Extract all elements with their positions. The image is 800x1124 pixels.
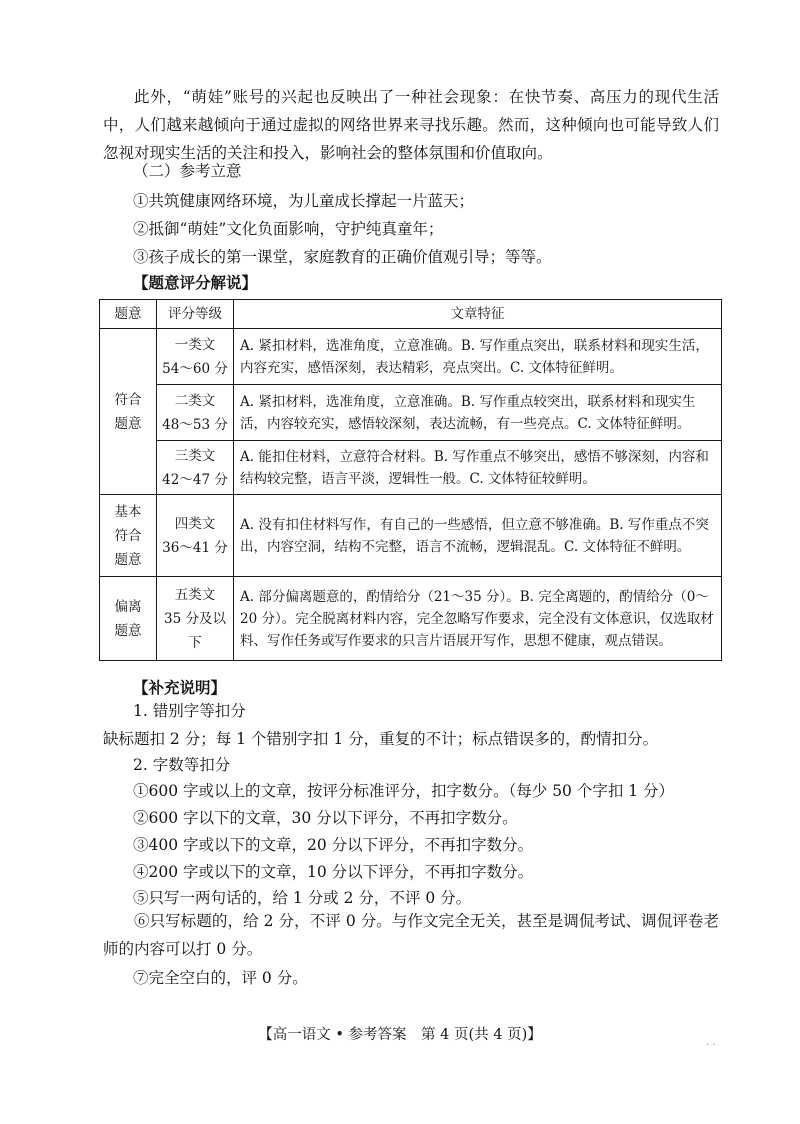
- supplement-heading: 【补充说明】: [133, 678, 227, 697]
- header-category: 题意: [100, 300, 157, 329]
- word-count-rule-5: ⑤只写一两句话的，给 1 分或 2 分，不评 0 分。: [133, 889, 472, 907]
- rubric-row-grade-5: [100, 577, 722, 661]
- supplement-section-2-title: 2. 字数等扣分: [133, 756, 231, 774]
- grade-cell-5: 五类文 35 分及以下: [157, 577, 234, 661]
- rubric-row-grade-2: [100, 385, 722, 441]
- word-count-rule-7: ⑦完全空白的，评 0 分。: [133, 969, 308, 987]
- rubric-row-grade-3: [100, 441, 722, 495]
- category-fits-topic: 符合题意: [100, 329, 157, 495]
- rubric-row-grade-4: [100, 495, 722, 577]
- word-count-rule-1: ①600 字或以上的文章，按评分标准评分，扣字数分。（每少 50 个字扣 1 分）: [133, 782, 675, 800]
- category-off-topic: 偏离题意: [100, 577, 157, 661]
- word-count-rule-3: ③400 字或以下的文章，20 分以下评分，不再扣字数分。: [133, 836, 534, 854]
- header-grade: 评分等级: [157, 300, 234, 329]
- page-footer: 【高一语文 • 参考答案 第 4 页(共 4 页)】: [258, 1027, 542, 1043]
- features-cell-4: A. 没有扣住材料写作，有自己的一些感悟，但立意不够准确。B. 写作重点不突出，内容空洞，结构不完整，语言不流畅，逻辑混乱。C. 文体特征不鲜明。: [234, 495, 722, 577]
- grade-cell-1: 一类文 54～60 分: [157, 329, 234, 385]
- reference-idea-3: ③孩子成长的第一课堂，家庭教育的正确价值观引导；等等。: [133, 248, 552, 266]
- grade-cell-3: 三类文 42～47 分: [157, 441, 234, 495]
- word-count-rule-6: ⑥只写标题的，给 2 分，不评 0 分。与作文完全无关，甚至是调侃考试、调侃评卷老师的内容可以打 0 分。: [103, 912, 719, 958]
- scoring-heading: 【题意评分解说】: [133, 273, 258, 292]
- scoring-rubric-table: [99, 299, 722, 661]
- reference-idea-1: ①共筑健康网络环境，为儿童成长撑起一片蓝天；: [133, 192, 475, 210]
- supplement-section-1-title: 1. 错别字等扣分: [133, 702, 246, 720]
- reference-ideas-heading: （二）参考立意: [133, 162, 242, 180]
- rubric-row-grade-1: [100, 329, 722, 385]
- category-basically-fits: 基本符合题意: [100, 495, 157, 577]
- rubric-header-row: [100, 300, 722, 329]
- reference-idea-2: ②抵御“萌娃”文化负面影响，守护纯真童年；: [133, 220, 444, 238]
- grade-cell-2: 二类文 48～53 分: [157, 385, 234, 441]
- features-cell-2: A. 紧扣材料，选准角度，立意准确。B. 写作重点较突出，联系材料和现实生活，内容较充实，感悟较深刻，表达流畅，有一些亮点。C. 文体特征鲜明。: [234, 385, 722, 441]
- grade-cell-4: 四类文 36～41 分: [157, 495, 234, 577]
- corner-mark: · ·: [706, 1040, 716, 1051]
- header-features: 文章特征: [234, 300, 722, 329]
- features-cell-1: A. 紧扣材料，选准角度，立意准确。B. 写作重点突出，联系材料和现实生活，内容充实，感悟深刻，表达精彩，亮点突出。C. 文体特征鲜明。: [234, 329, 722, 385]
- intro-paragraph: 此外，“萌娃”账号的兴起也反映出了一种社会现象：在快节奏、高压力的现代生活中，人们越来越倾向于通过虚拟的网络世界来寻找乐趣。然而，这种倾向也可能导致人们忽视对现实生活的关注和投入，影响社会的整体氛围和价值取向。: [103, 88, 719, 162]
- supplement-section-1-text: 缺标题扣 2 分；每 1 个错别字扣 1 分，重复的不计；标点错误多的，酌情扣分。: [103, 730, 659, 748]
- features-cell-3: A. 能扣住材料，立意符合材料。B. 写作重点不够突出，感悟不够深刻，内容和结构较完整，语言平淡，逻辑性一般。C. 文体特征较鲜明。: [234, 441, 722, 495]
- word-count-rule-2: ②600 字以下的文章，30 分以下评分，不再扣字数分。: [133, 809, 518, 827]
- features-cell-5: A. 部分偏离题意的，酌情给分（21～35 分）。B. 完全离题的，酌情给分（0～20 分）。完全脱离材料内容，完全忽略写作要求，完全没有文体意识，仅选取材料、写作任务或写作要求的只言片语展开写作，思想不健康，观点错误。: [234, 577, 722, 661]
- word-count-rule-4: ④200 字或以下的文章，10 分以下评分，不再扣字数分。: [133, 863, 534, 881]
